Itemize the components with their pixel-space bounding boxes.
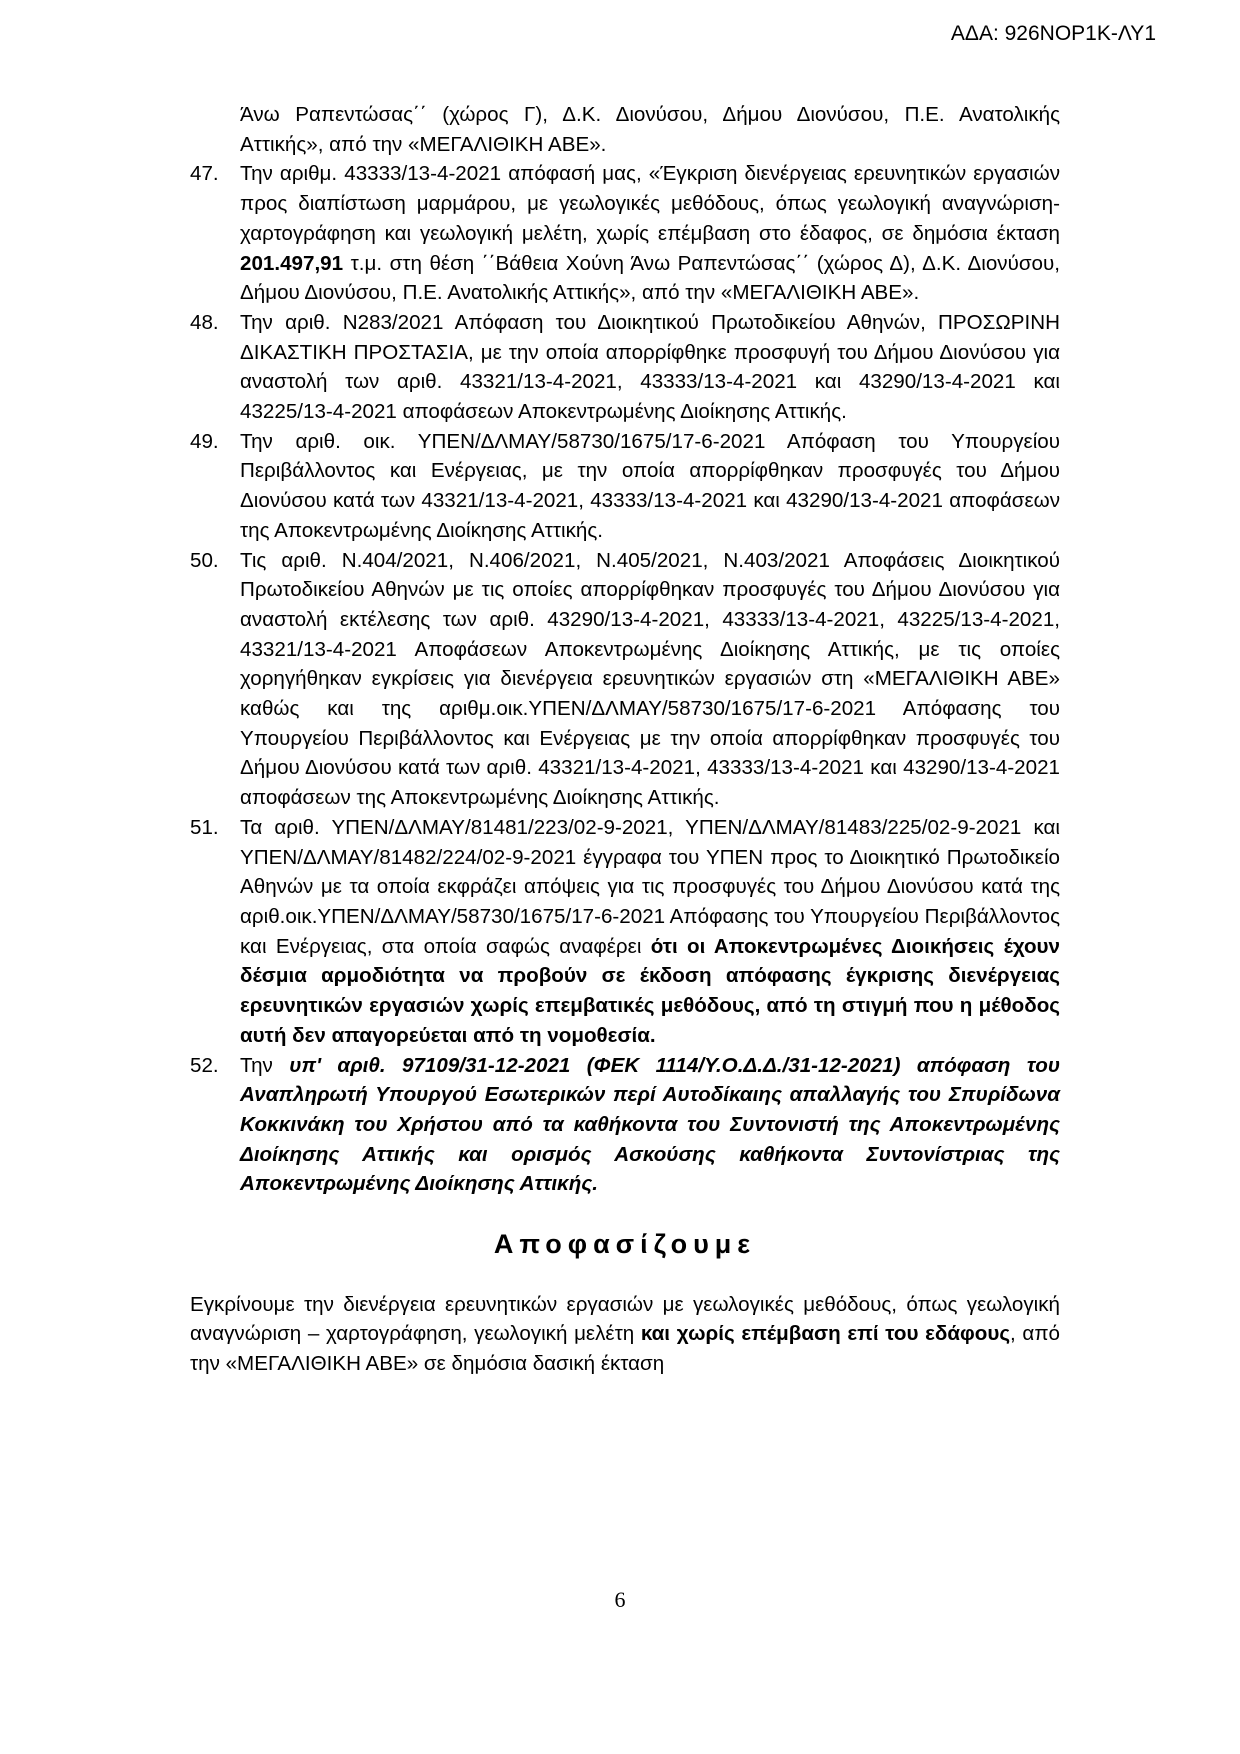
final-text-part: Εγκρίνουμε την διενέργεια ερευνητικών εργασιών με γεωλογικές μεθόδους, όπως γεωλογική αναγνώριση – χαρτογράφηση, γεωλογική μελέτη (190, 1292, 1060, 1346)
page-number: 6 (614, 1587, 626, 1612)
item-bold-area: 201.497,91 (240, 251, 344, 275)
item-number: 51. (190, 815, 219, 839)
item-text (240, 159, 1060, 308)
list-item-50 (190, 546, 1060, 813)
document-body (190, 100, 1060, 1379)
item-text: Την αριθ. οικ. ΥΠΕΝ/ΔΛΜΑΥ/58730/1675/17-6-2021 Απόφαση του Υπουργείου Περιβάλλοντος και Ενέργειας, με την οποία απορρίφθηκαν προσφυγές του Δήμου Διονύσου κατά των 43321/13-4-2021, 43333/13-4-2021 και 43290/13-4-2021 αποφάσεων της Αποκεντρωμένης Διοίκησης Αττικής. (240, 429, 1060, 542)
item-number: 47. (190, 162, 219, 186)
item-text: Την αριθ. Ν283/2021 Απόφαση του Διοικητικού Πρωτοδικείου Αθηνών, ΠΡΟΣΩΡΙΝΗ ΔΙΚΑΣΤΙΚΗ ΠΡΟΣΤΑΣΙΑ, με την οποία απορρίφθηκε προσφυγή του Δήμου Διονύσου για αναστολή των αριθ. 43321/13-4-2021, 43333/13-4-2021 και 43290/13-4-2021 και 43225/13-4-2021 αποφάσεων Αποκεντρωμένης Διοίκησης Αττικής. (240, 310, 1060, 424)
list-item-49 (190, 427, 1060, 546)
item-number: 50. (190, 548, 219, 572)
item-number: 49. (190, 429, 219, 453)
list-item-48 (190, 308, 1060, 427)
item-text (240, 813, 1060, 1051)
item-text-part: Την αριθμ. 43333/13-4-2021 απόφασή μας, «Έγκριση διενέργειας ερευνητικών εργασιών προς διαπίστωση μαρμάρου, με γεωλογικές μεθόδους, όπως γεωλογική αναγνώριση-χαρτογράφηση και γεωλογική μελέτη, χωρίς επέμβαση στο έδαφος, σε δημόσια έκταση (240, 162, 1060, 245)
final-bold-part: και χωρίς επέμβαση επί του εδάφους (640, 1322, 1011, 1346)
final-text-part: , από την «ΜΕΓΑΛΙΘΙΚΗ ΑΒΕ» σε δημόσια δασική έκταση (190, 1322, 1061, 1376)
continuation-paragraph: Άνω Ραπεντώσας΄΄ (χώρος Γ), Δ.Κ. Διονύσου, Δήμου Διονύσου, Π.Ε. Ανατολικής Αττικής», από την «ΜΕΓΑΛΙΘΙΚΗ ΑΒΕ». (240, 103, 1060, 156)
item-number: 48. (190, 310, 219, 334)
final-paragraph (190, 1290, 1060, 1379)
item-text (240, 1051, 1060, 1200)
list-item-52 (190, 1051, 1060, 1200)
item-text-part: Τα αριθ. ΥΠΕΝ/ΔΛΜΑΥ/81481/223/02-9-2021, ΥΠΕΝ/ΔΛΜΑΥ/81483/225/02-9-2021 και ΥΠΕΝ/ΔΛΜΑΥ/81482/224/02-9-2021 έγγραφα του ΥΠΕΝ προς το Διοικητικό Πρωτοδικείο Αθηνών με τα οποία εκφράζει απόψεις για τις προσφυγές του Δήμου Διονύσου κατά της αριθ.οικ.ΥΠΕΝ/ΔΛΜΑΥ/58730/1675/17-6-2021 Απόφασης του Υπουργείου Περιβάλλοντος και Ενέργειας, στα οποία σαφώς αναφέρει (240, 815, 1060, 958)
list-item-47 (190, 159, 1060, 308)
item-text-part: Την (240, 1053, 290, 1077)
item-bold-italic-decision: υπ' αριθ. 97109/31-12-2021 (ΦΕΚ 1114/Υ.Ο.Δ.Δ./31-12-2021) απόφαση του Αναπληρωτή Υπουργού Εσωτερικών περί Αυτοδίκαιης απαλλαγής του Σπυρίδωνα Κοκκινάκη του Χρήστου από τα καθήκοντα του Συντονιστή της Αποκεντρωμένης Διοίκησης Αττικής και ορισμός Ασκούσης καθήκοντα Συντονίστριας της Αποκεντρωμένης Διοίκησης Αττικής. (240, 1053, 1060, 1196)
ada-code: ΑΔΑ: 926ΝΟΡ1Κ-ΛΥ1 (950, 22, 1156, 45)
decision-heading: Αποφασίζουμε (493, 1229, 757, 1260)
item-bold-statement: ότι οι Αποκεντρωμένες Διοικήσεις έχουν δέσμια αρμοδιότητα να προβούν σε έκδοση απόφασης έγκρισης διενέργειας ερευνητικών εργασιών χωρίς επεμβατικές μεθόδους, από τη στιγμή που η μέθοδος αυτή δεν απαγορεύεται από τη νομοθεσία. (240, 934, 1060, 1047)
item-text: Τις αριθ. Ν.404/2021, Ν.406/2021, Ν.405/2021, Ν.403/2021 Αποφάσεις Διοικητικού Πρωτοδικείου Αθηνών με τις οποίες απορρίφθηκαν προσφυγές του Δήμου Διονύσου για αναστολή εκτέλεσης των αριθ. 43290/13-4-2021, 43333/13-4-2021, 43225/13-4-2021, 43321/13-4-2021 Αποφάσεων Αποκεντρωμένης Διοίκησης Αττικής, με τις οποίες χορηγήθηκαν εγκρίσεις για διενέργεια ερευνητικών εργασιών στη «ΜΕΓΑΛΙΘΙΚΗ ΑΒΕ» καθώς και της αριθμ.οικ.ΥΠΕΝ/ΔΛΜΑΥ/58730/1675/17-6-2021 Απόφασης του Υπουργείου Περιβάλλοντος και Ενέργειας με την οποία απορρίφθηκαν προσφυγές του Δήμου Διονύσου κατά των αριθ. 43321/13-4-2021, 43333/13-4-2021 και 43290/13-4-2021 αποφάσεων της Αποκεντρωμένης Διοίκησης Αττικής. (240, 548, 1060, 810)
item-number: 52. (190, 1053, 219, 1077)
item-text-part: τ.μ. στη θέση ΄΄Βάθεια Χούνη Άνω Ραπεντώσας΄΄ (χώρος Δ), Δ.Κ. Διονύσου, Δήμου Διονύσου, Π.Ε. Ανατολικής Αττικής», από την «ΜΕΓΑΛΙΘΙΚΗ ΑΒΕ». (240, 251, 1060, 305)
list-item-51 (190, 813, 1060, 1051)
